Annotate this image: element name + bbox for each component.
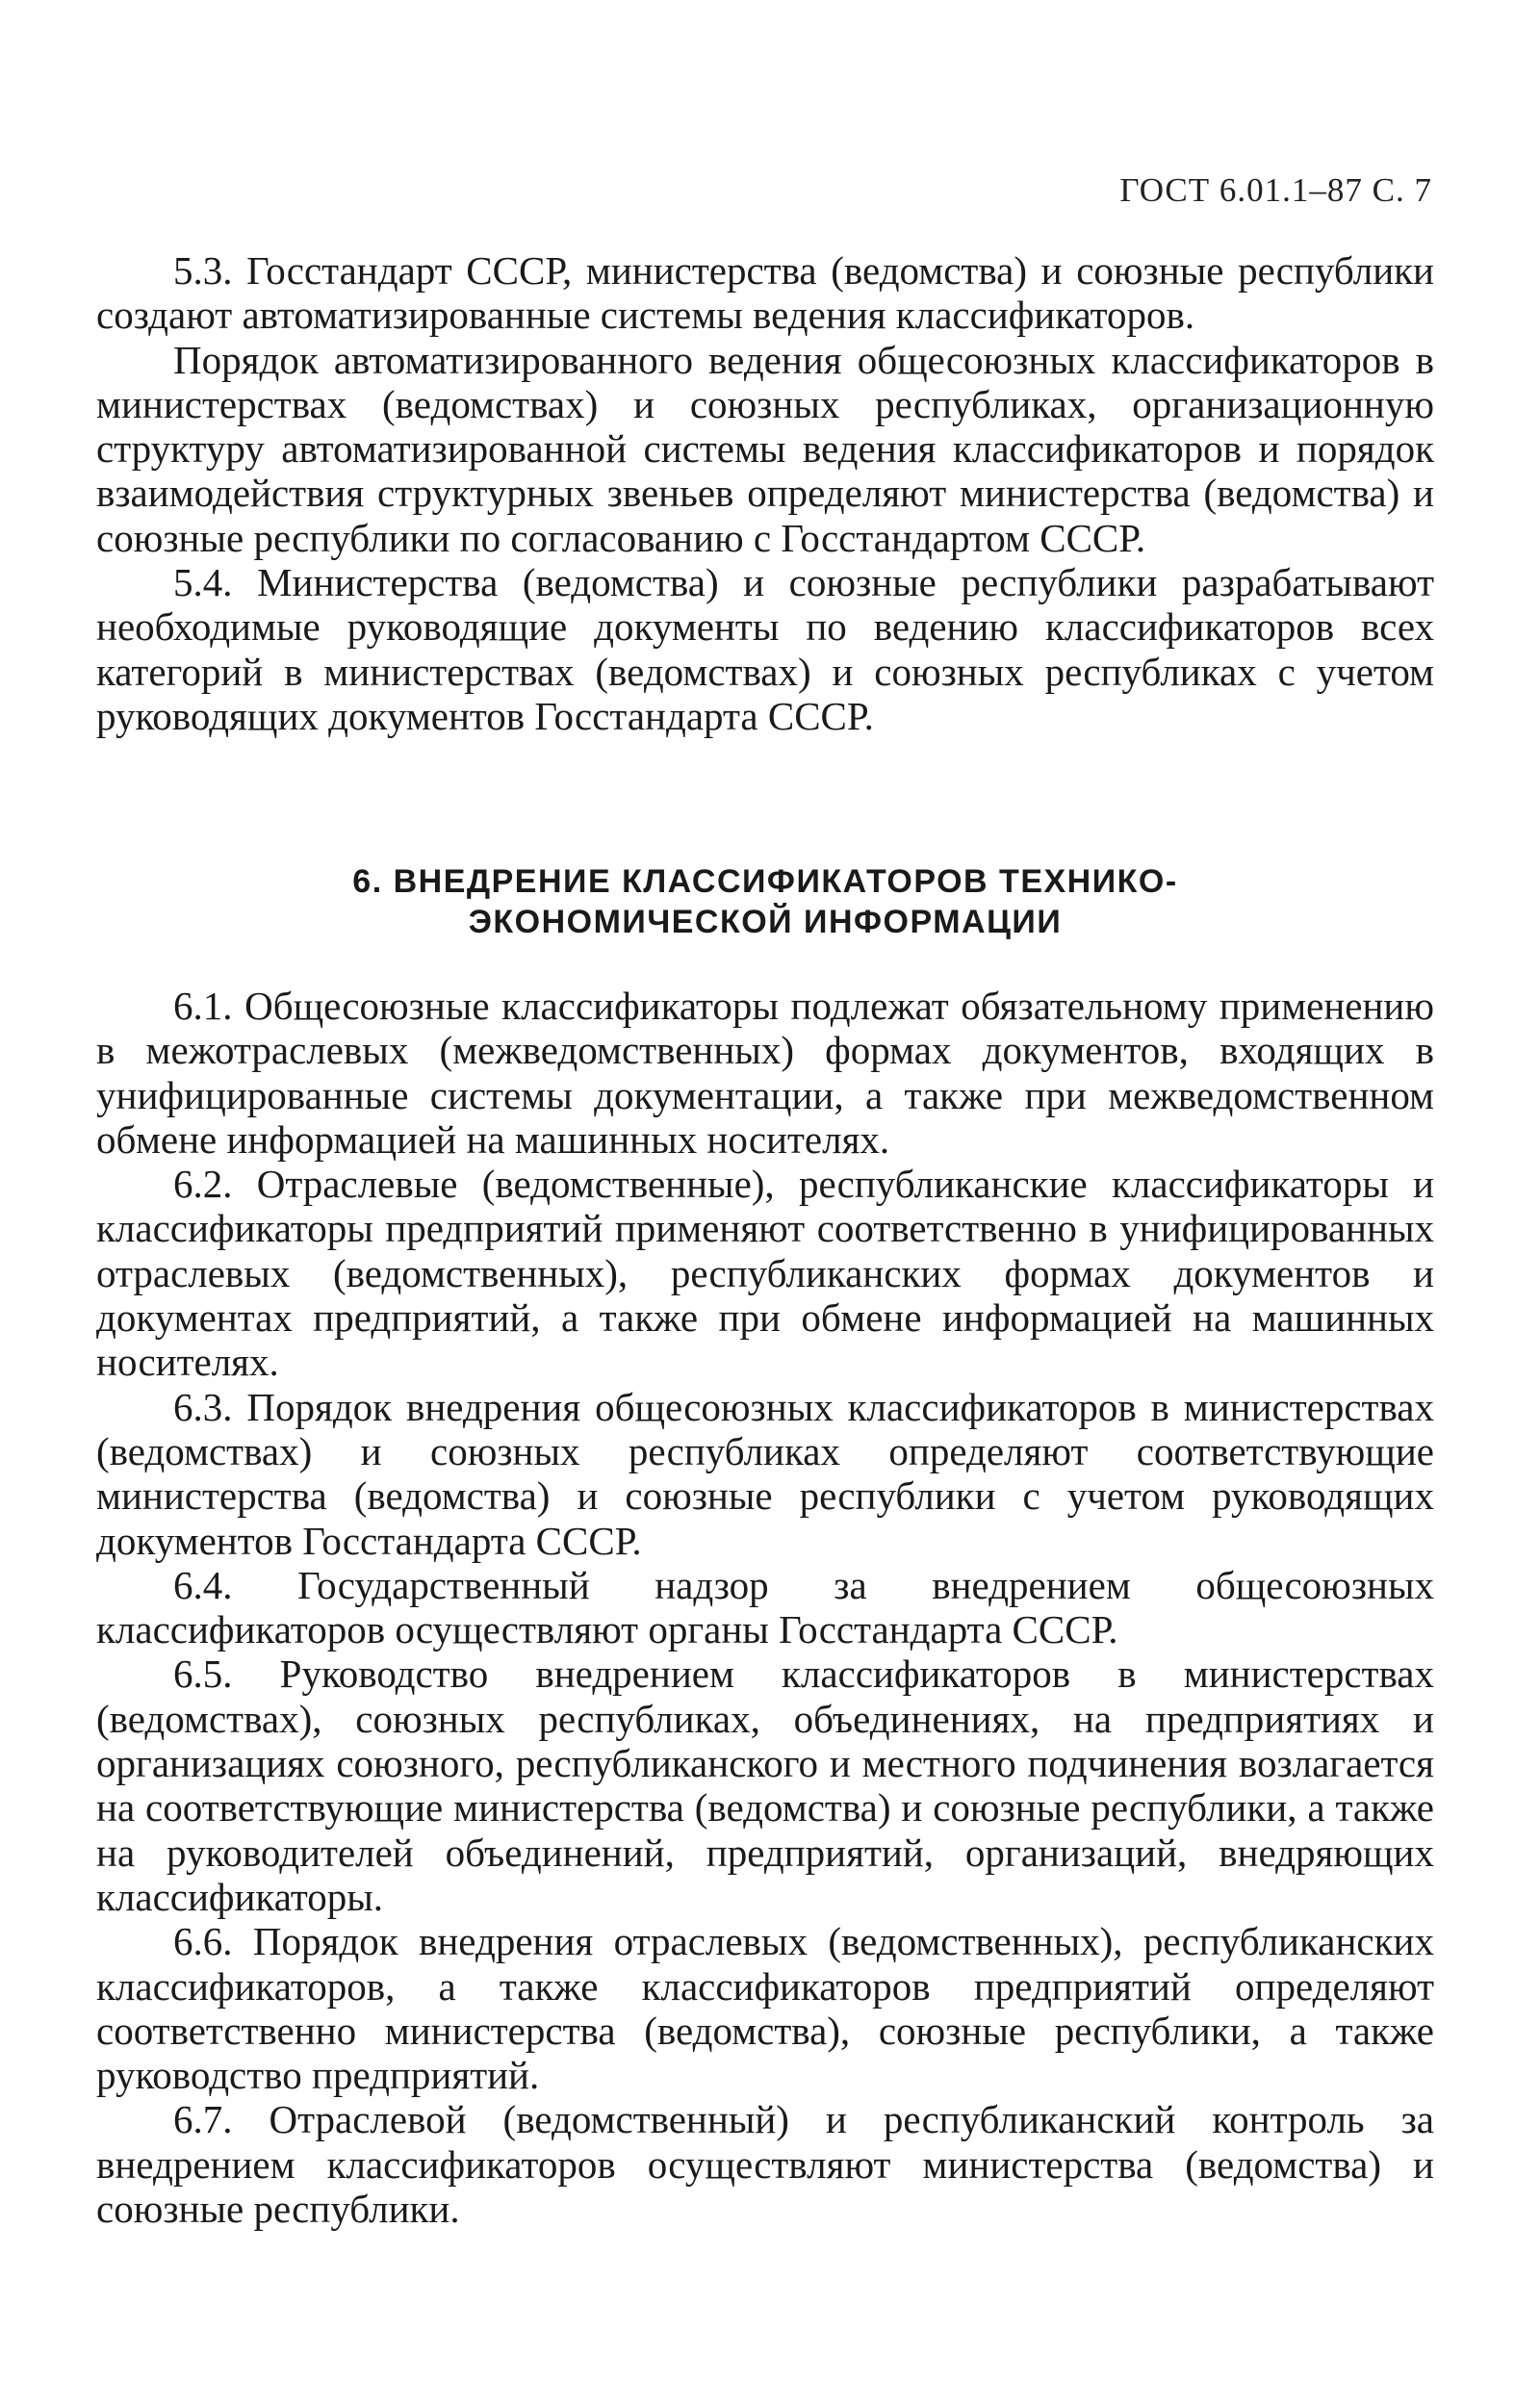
- section-6-heading-line2: ЭКОНОМИЧЕСКОЙ ИНФОРМАЦИИ: [468, 904, 1063, 940]
- paragraph-5-3: 5.3. Госстандарт СССР, министерства (ведомства) и союзные республики создают автоматизированные системы ведения классификаторов.: [96, 248, 1434, 338]
- section-6-heading-line1: 6. ВНЕДРЕНИЕ КЛАССИФИКАТОРОВ ТЕХНИКО-: [352, 863, 1178, 900]
- paragraph-6-7: 6.7. Отраслевой (ведомственный) и республиканский контроль за внедрением классификаторов осуществляют министерства (ведомства) и союзные республики.: [96, 2097, 1434, 2232]
- section-6-body: [96, 984, 1434, 2231]
- paragraph-6-3: 6.3. Порядок внедрения общесоюзных классификаторов в министерствах (ведомствах) и союзных республиках определяют соответствующие министерства (ведомства) и союзные республики с учетом руководящих документов Госстандарта СССР.: [96, 1384, 1434, 1563]
- paragraph-6-6: 6.6. Порядок внедрения отраслевых (ведомственных), республиканских классификаторов, а также классификаторов предприятий определяют соответственно министерства (ведомства), союзные республики, а также руководство предприятий.: [96, 1919, 1434, 2098]
- paragraph-6-1: 6.1. Общесоюзные классификаторы подлежат обязательному применению в межотраслевых (межведомственных) формах документов, входящих в унифицированные системы документации, а также при межведомственном обмене информацией на машинных носителях.: [96, 984, 1434, 1162]
- section-5-body: [96, 248, 1434, 738]
- section-6-heading: [173, 861, 1357, 942]
- paragraph-6-5: 6.5. Руководство внедрением классификаторов в министерствах (ведомствах), союзных республиках, объединениях, на предприятиях и организациях союзного, республиканского и местного подчинения возлагается на соответствующие министерства (ведомства) и союзные республики, а также на руководителей объединений, предприятий, организаций, внедряющих классификаторы.: [96, 1652, 1434, 1919]
- page-header: ГОСТ 6.01.1–87 С. 7: [1119, 171, 1432, 209]
- paragraph-5-3-cont: Порядок автоматизированного ведения общесоюзных классификаторов в министерствах (ведомствах) и союзных республиках, организационную структуру автоматизированной системы ведения классификаторов и порядок взаимодействия структурных звеньев определяют министерства (ведомства) и союзные республики по согласованию с Госстандартом СССР.: [96, 337, 1434, 560]
- paragraph-5-4: 5.4. Министерства (ведомства) и союзные республики разрабатывают необходимые руководящие документы по ведению классификаторов всех категорий в министерствах (ведомствах) и союзных республиках с учетом руководящих документов Госстандарта СССР.: [96, 560, 1434, 738]
- paragraph-6-2: 6.2. Отраслевые (ведомственные), республиканские классификаторы и классификаторы предприятий применяют соответственно в унифицированных отраслевых (ведомственных), республиканских формах документов и документах предприятий, а также при обмене информацией на машинных носителях.: [96, 1162, 1434, 1385]
- paragraph-6-4: 6.4. Государственный надзор за внедрением общесоюзных классификаторов осуществляют органы Госстандарта СССР.: [96, 1562, 1434, 1652]
